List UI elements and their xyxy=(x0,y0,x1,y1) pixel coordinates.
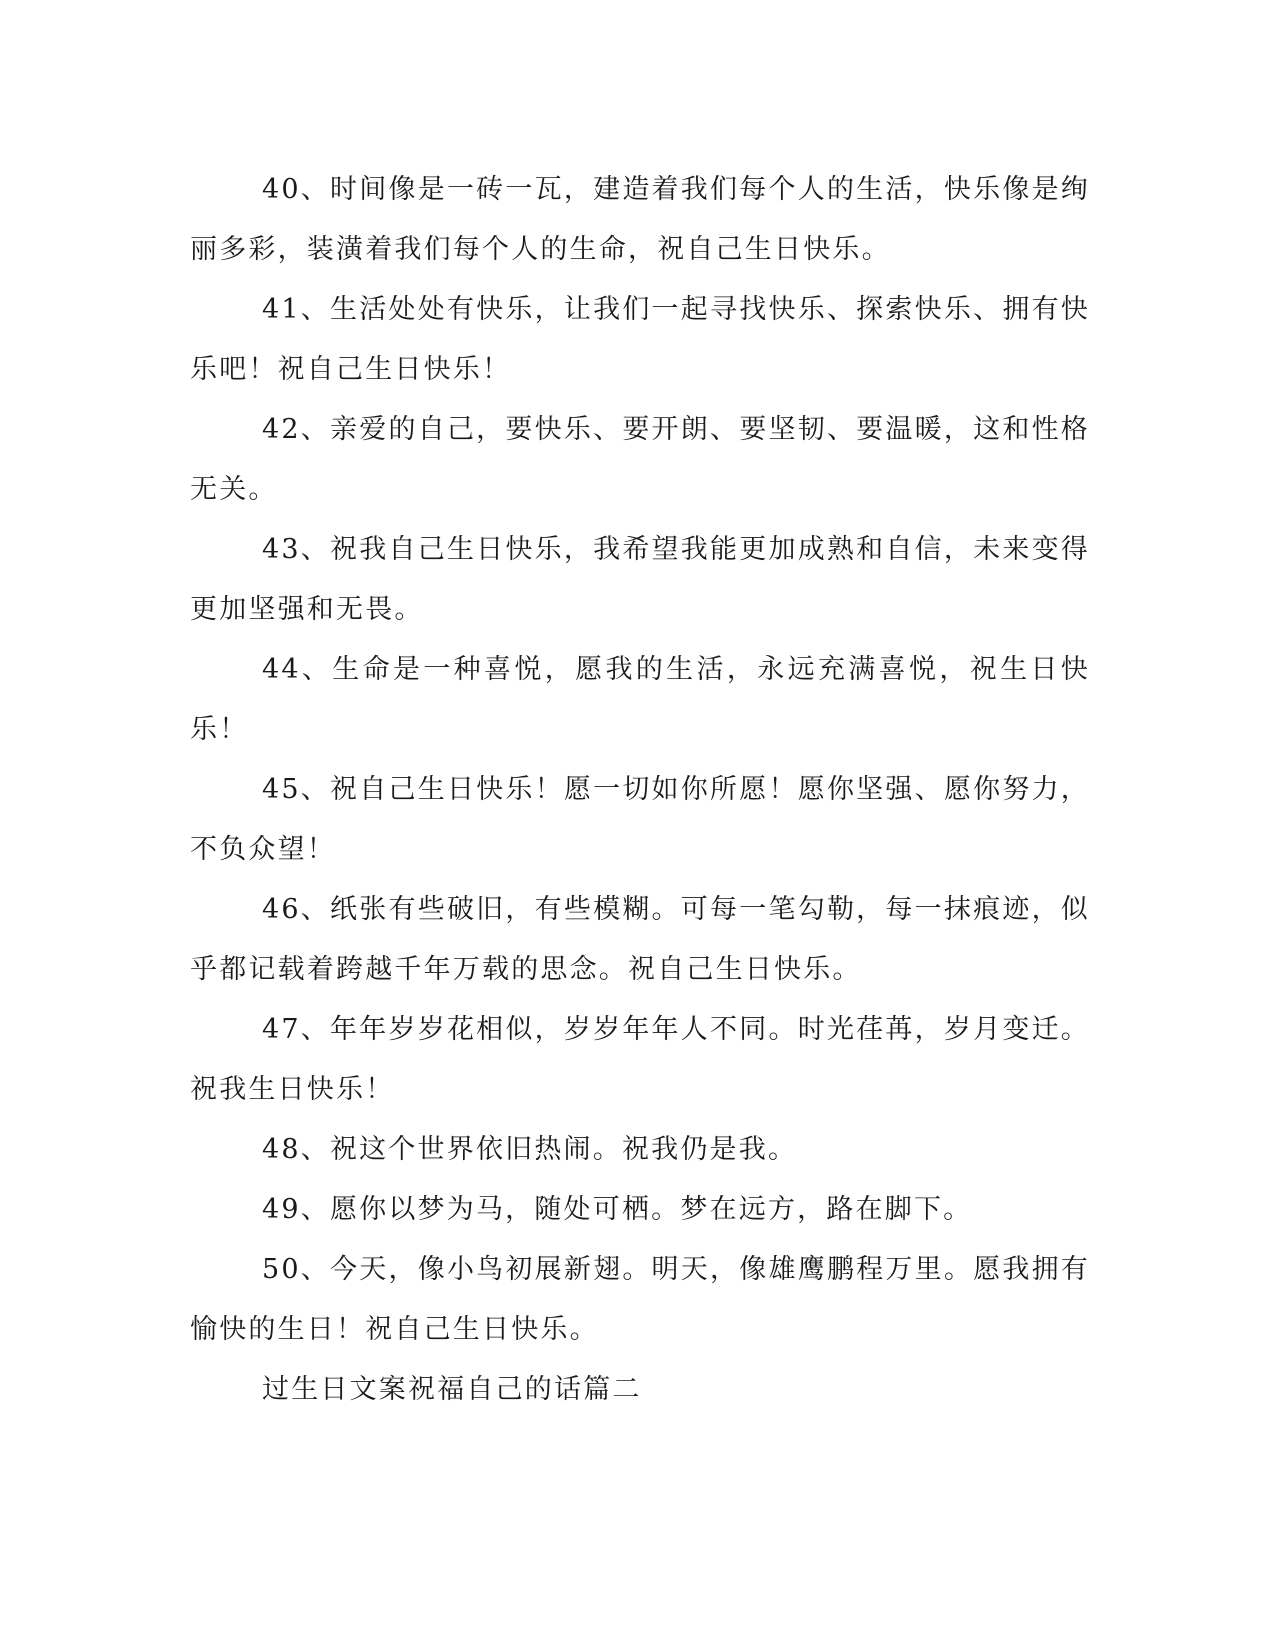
paragraph-50: 50、今天，像小鸟初展新翅。明天，像雄鹰鹏程万里。愿我拥有愉快的生日！祝自己生日快乐。 xyxy=(190,1254,1090,1345)
paragraph-47: 47、年年岁岁花相似，岁岁年年人不同。时光荏苒，岁月变迁。祝我生日快乐！ xyxy=(190,1014,1090,1105)
paragraph-40: 40、时间像是一砖一瓦，建造着我们每个人的生活，快乐像是绚丽多彩，装潢着我们每个人的生命，祝自己生日快乐。 xyxy=(190,174,1090,265)
paragraph-48: 48、祝这个世界依旧热闹。祝我仍是我。 xyxy=(262,1134,798,1165)
paragraph-44: 44、生命是一种喜悦，愿我的生活，永远充满喜悦，祝生日快乐！ xyxy=(190,654,1090,745)
paragraph-42: 42、亲爱的自己，要快乐、要开朗、要坚韧、要温暖，这和性格无关。 xyxy=(190,414,1090,505)
paragraph-46: 46、纸张有些破旧，有些模糊。可每一笔勾勒，每一抹痕迹，似乎都记载着跨越千年万载的思念。祝自己生日快乐。 xyxy=(190,894,1090,985)
paragraph-41: 41、生活处处有快乐，让我们一起寻找快乐、探索快乐、拥有快乐吧！祝自己生日快乐！ xyxy=(190,294,1090,385)
paragraph-45: 45、祝自己生日快乐！愿一切如你所愿！愿你坚强、愿你努力，不负众望！ xyxy=(190,774,1090,865)
paragraph-49: 49、愿你以梦为马，随处可栖。梦在远方，路在脚下。 xyxy=(262,1194,973,1225)
document-body xyxy=(190,160,1090,1420)
section-heading: 过生日文案祝福自己的话篇二 xyxy=(262,1374,642,1405)
paragraph-43: 43、祝我自己生日快乐，我希望我能更加成熟和自信，未来变得更加坚强和无畏。 xyxy=(190,534,1090,625)
